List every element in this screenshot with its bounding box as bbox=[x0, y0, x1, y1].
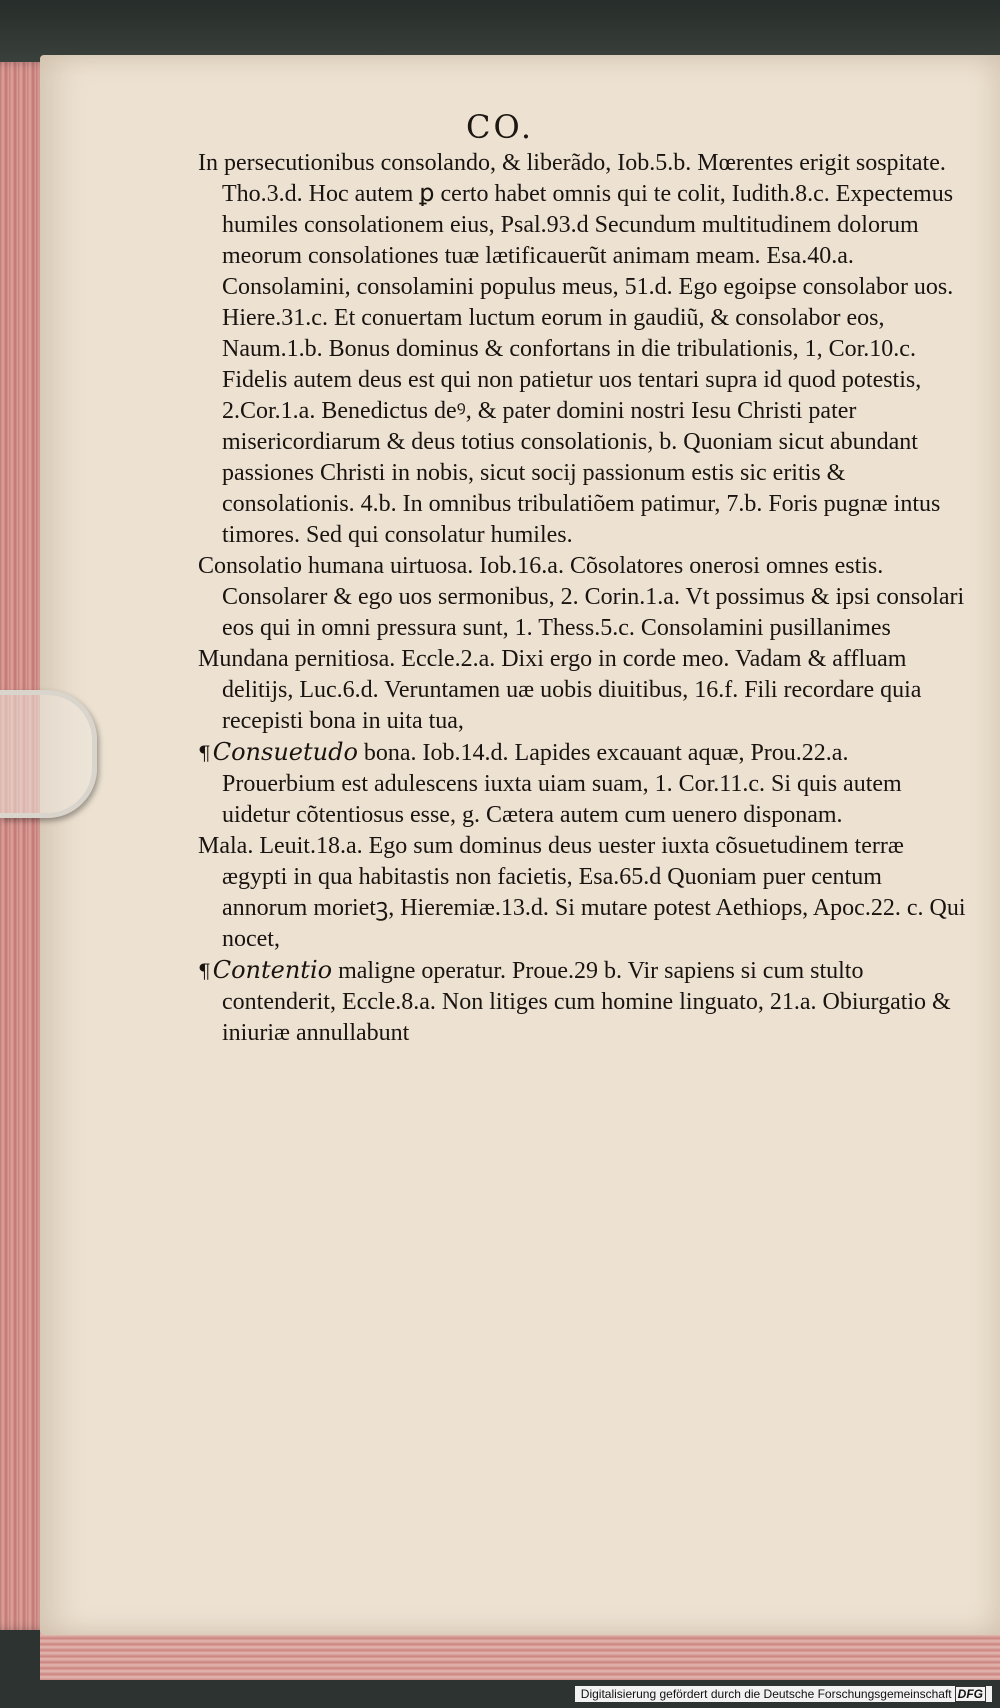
entry-lemma: Contentio bbox=[212, 956, 333, 984]
entry-5 bbox=[198, 831, 966, 955]
page-text bbox=[198, 148, 966, 1049]
entry-6 bbox=[198, 955, 966, 1049]
entry-3 bbox=[198, 644, 966, 737]
digitization-credit bbox=[575, 1686, 992, 1702]
entry-2 bbox=[198, 551, 966, 644]
book-clasp bbox=[0, 690, 97, 818]
credit-text: Digitalisierung gefördert durch die Deutsche Forschungsgemeinschaft bbox=[580, 1687, 952, 1701]
entry-text: Mala. Leuit.18.a. Ego sum dominus deus uester iuxta cõsuetudinem terræ ægypti in qua habitastis non facietis, Esa.65.d Quoniam puer centum annorum morietꝫ, Hieremiæ.13.d. Si mutare potest Aethiops, Apoc.22. c. Qui nocet, bbox=[198, 833, 966, 952]
entry-text: bona. Iob.14.d. Lapides excauant aquæ, Prou.22.a. Prouerbium est adulescens iuxta uiam suam, 1. Cor.11.c. Si quis autem uidetur cõtentiosus esse, g. Cætera autem cum uenero disponam. bbox=[222, 740, 902, 828]
entry-4 bbox=[198, 737, 966, 831]
dfg-logo: DFG bbox=[955, 1686, 986, 1702]
entry-lemma: Consuetudo bbox=[212, 738, 358, 766]
pilcrow-marker: ¶ bbox=[198, 959, 211, 983]
entry-text: Consolatio humana uirtuosa. Iob.16.a. Cõsolatores onerosi omnes estis. Consolarer & ego uos sermonibus, 2. Corin.1.a. Vt possimus & ipsi consolari eos qui in omni pressura sunt, 1. Thess.5.c. Consolamini pusillanimes bbox=[198, 553, 965, 641]
running-head: CO. bbox=[465, 108, 534, 146]
book-cover-top bbox=[0, 0, 1000, 62]
entry-1 bbox=[198, 148, 966, 551]
entry-text: In persecutionibus consolando, & liberãdo, Iob.5.b. Mœrentes erigit sospitate. Tho.3.d. Hoc autem ꝑ certo habet omnis qui te colit, Iudith.8.c. Expectemus humiles consolationem eius, Psal.93.d Secundum multitudinem dolorum meorum consolationes tuæ lætificauerũt animam meam. Esa.40.a. Consolamini, consolamini populus meus, 51.d. Ego egoipse consolabor uos. Hiere.31.c. Et conuertam luctum eorum in gaudiũ, & consolabor eos, Naum.1.b. Bonus dominus & confortans in die tribulationis, 1, Cor.10.c. Fidelis autem deus est qui non patietur uos tentari supra id quod potestis, 2.Cor.1.a. Benedictus deꝰ, & pater domini nostri Iesu Christi pater misericordiarum & deus totius consolationis, b. Quoniam sicut abundant passiones Christi in nobis, sicut socij passionum estis sic eritis & consolationis. 4.b. In omnibus tribulatiõem patimur, 7.b. Foris pugnæ intus timores. Sed qui consolatur humiles. bbox=[198, 150, 954, 548]
entry-text: Mundana pernitiosa. Eccle.2.a. Dixi ergo in corde meo. Vadam & affluam delitijs, Luc.6.d. Veruntamen uæ uobis diuitibus, 16.f. Fili recordare quia recepisti bona in uita tua, bbox=[198, 646, 922, 734]
entry-text: maligne operatur. Proue.29 b. Vir sapiens si cum stulto contenderit, Eccle.8.a. Non litiges cum homine linguato, 21.a. Obiurgatio & iniuriæ annullabunt bbox=[222, 958, 951, 1046]
pilcrow-marker: ¶ bbox=[198, 741, 211, 765]
